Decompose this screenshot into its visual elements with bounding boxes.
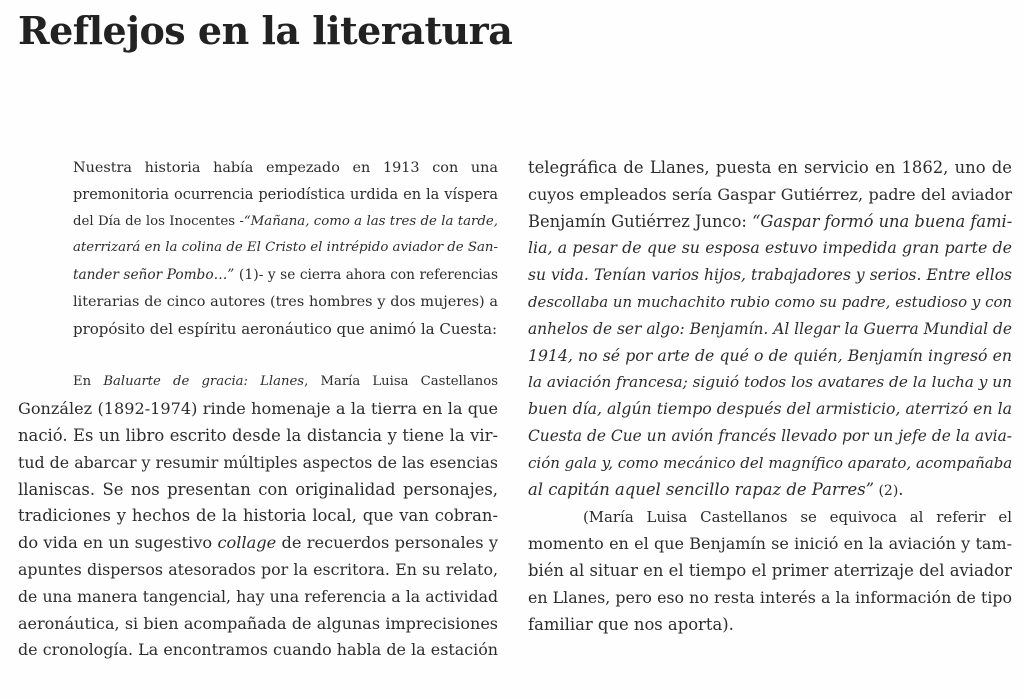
quote-run: al capitán aquel sencillo rapaz de Parres” xyxy=(528,479,875,499)
text-line: apuntes dispersos atesorados por la escritora. En su relato, xyxy=(18,559,498,579)
quote-line: ción gala y, como mecánico del magnífico aparato, acompañaba xyxy=(528,453,1013,472)
paragraph-quote xyxy=(528,155,1012,504)
paragraph-intro xyxy=(18,155,498,343)
text-line: telegráfica de Llanes, puesta en servicio en 1862, uno de xyxy=(528,158,1012,177)
text-line: propósito del espíritu aeronáutico que animó la Cuesta: xyxy=(73,319,498,338)
text-line: familiar que nos aporta). xyxy=(528,614,734,634)
quote-run: “Gaspar formó una buena fami- xyxy=(752,211,1013,231)
text-run: - y se cierra ahora con referencias xyxy=(258,267,498,284)
left-column xyxy=(18,155,498,664)
text-line: premonitoria ocurrencia periodística urdida en la víspera xyxy=(73,186,498,203)
text-run: de recuerdos personales y xyxy=(276,533,498,553)
text-line: tradiciones y hechos de la historia local, que van cobran- xyxy=(18,506,498,526)
text-line: momento en el que Benjamín se inició en la aviación y tam- xyxy=(528,534,1012,554)
text-run: Benjamín Gutiérrez Junco: xyxy=(528,211,753,231)
quote-line: aterrizará en la colina de El Cristo el intrépido aviador de San- xyxy=(73,240,498,256)
text-run: En xyxy=(73,374,104,390)
page-title: Reflejos en la literatura xyxy=(18,8,513,53)
quote-run: tander señor Pombo…” xyxy=(73,267,235,284)
footnote-ref: (2) xyxy=(874,482,899,499)
text-run: . xyxy=(898,479,904,499)
text-line: de una manera tangencial, hay una referencia a la actividad xyxy=(18,586,498,606)
text-line: (María Luisa Castellanos se equivoca al referir el xyxy=(583,508,1012,527)
text-line: nació. Es un libro escrito desde la distancia y tiene la vir- xyxy=(18,425,498,445)
text-line xyxy=(528,477,1012,505)
quote-line: 1914, no sé por arte de qué o de quién, Benjamín ingresó en xyxy=(528,345,1012,365)
text-line xyxy=(528,209,1012,236)
text-line: cuyos empleados sería Gaspar Gutiérrez, padre del aviador xyxy=(528,184,1012,204)
text-line: bién al situar en el tiempo el primer aterrizaje del aviador xyxy=(528,560,1012,580)
text-line: en Llanes, pero eso no resta interés a la información de tipo xyxy=(528,587,1012,607)
text-line: literarias de cinco autores (tres hombres y dos mujeres) a xyxy=(73,293,498,310)
text-line: de cronología. La encontramos cuando habla de la estación xyxy=(18,640,498,660)
footnote-ref: (1) xyxy=(234,267,259,284)
quote-run: “Mañana, como a las tres de la tarde, xyxy=(243,213,498,229)
quote-line: lia, a pesar de que su esposa estuvo impedida gran parte de xyxy=(528,238,1012,258)
quote-line: su vida. Tenían varios hijos, trabajadores y serios. Entre ellos xyxy=(528,266,1012,285)
text-line: tud de abarcar y resumir múltiples aspectos de las esencias xyxy=(18,452,498,472)
text-line xyxy=(18,262,498,289)
quote-line: anhelos de ser algo: Benjamín. Al llegar la Guerra Mundial de xyxy=(528,319,1012,338)
right-column xyxy=(528,155,1012,638)
text-line: González (1892-1974) rinde homenaje a la tierra en la que xyxy=(18,399,498,419)
text-line xyxy=(18,369,498,396)
text-run: , María Luisa Castellanos xyxy=(304,374,499,390)
quote-line: Cuesta de Cue un avión francés llevado por un jefe de la avia- xyxy=(528,426,1012,445)
text-line: llaniscas. Se nos presentan con originalidad personajes, xyxy=(18,479,498,499)
quote-line: descollaba un muchachito rubio como su padre, estudioso y con xyxy=(528,292,1012,311)
text-line: aeronáutica, si bien acompañada de algunas imprecisiones xyxy=(18,613,498,633)
text-line xyxy=(18,209,498,236)
book-title: Baluarte de gracia: Llanes xyxy=(103,374,305,390)
text-run: do vida en un sugestivo xyxy=(18,533,218,553)
text-line xyxy=(18,530,498,557)
paragraph-note xyxy=(528,504,1012,638)
italic-term: collage xyxy=(217,533,277,553)
text-run: del Día de los Inocentes - xyxy=(73,213,244,229)
paragraph-castellanos xyxy=(18,369,498,664)
quote-line: la aviación francesa; siguió todos los avatares de la lucha y un xyxy=(528,373,1012,392)
text-line: Nuestra historia había empezado en 1913 con una xyxy=(73,160,498,176)
quote-line: buen día, algún tiempo después del armisticio, aterrizó en la xyxy=(528,399,1012,419)
